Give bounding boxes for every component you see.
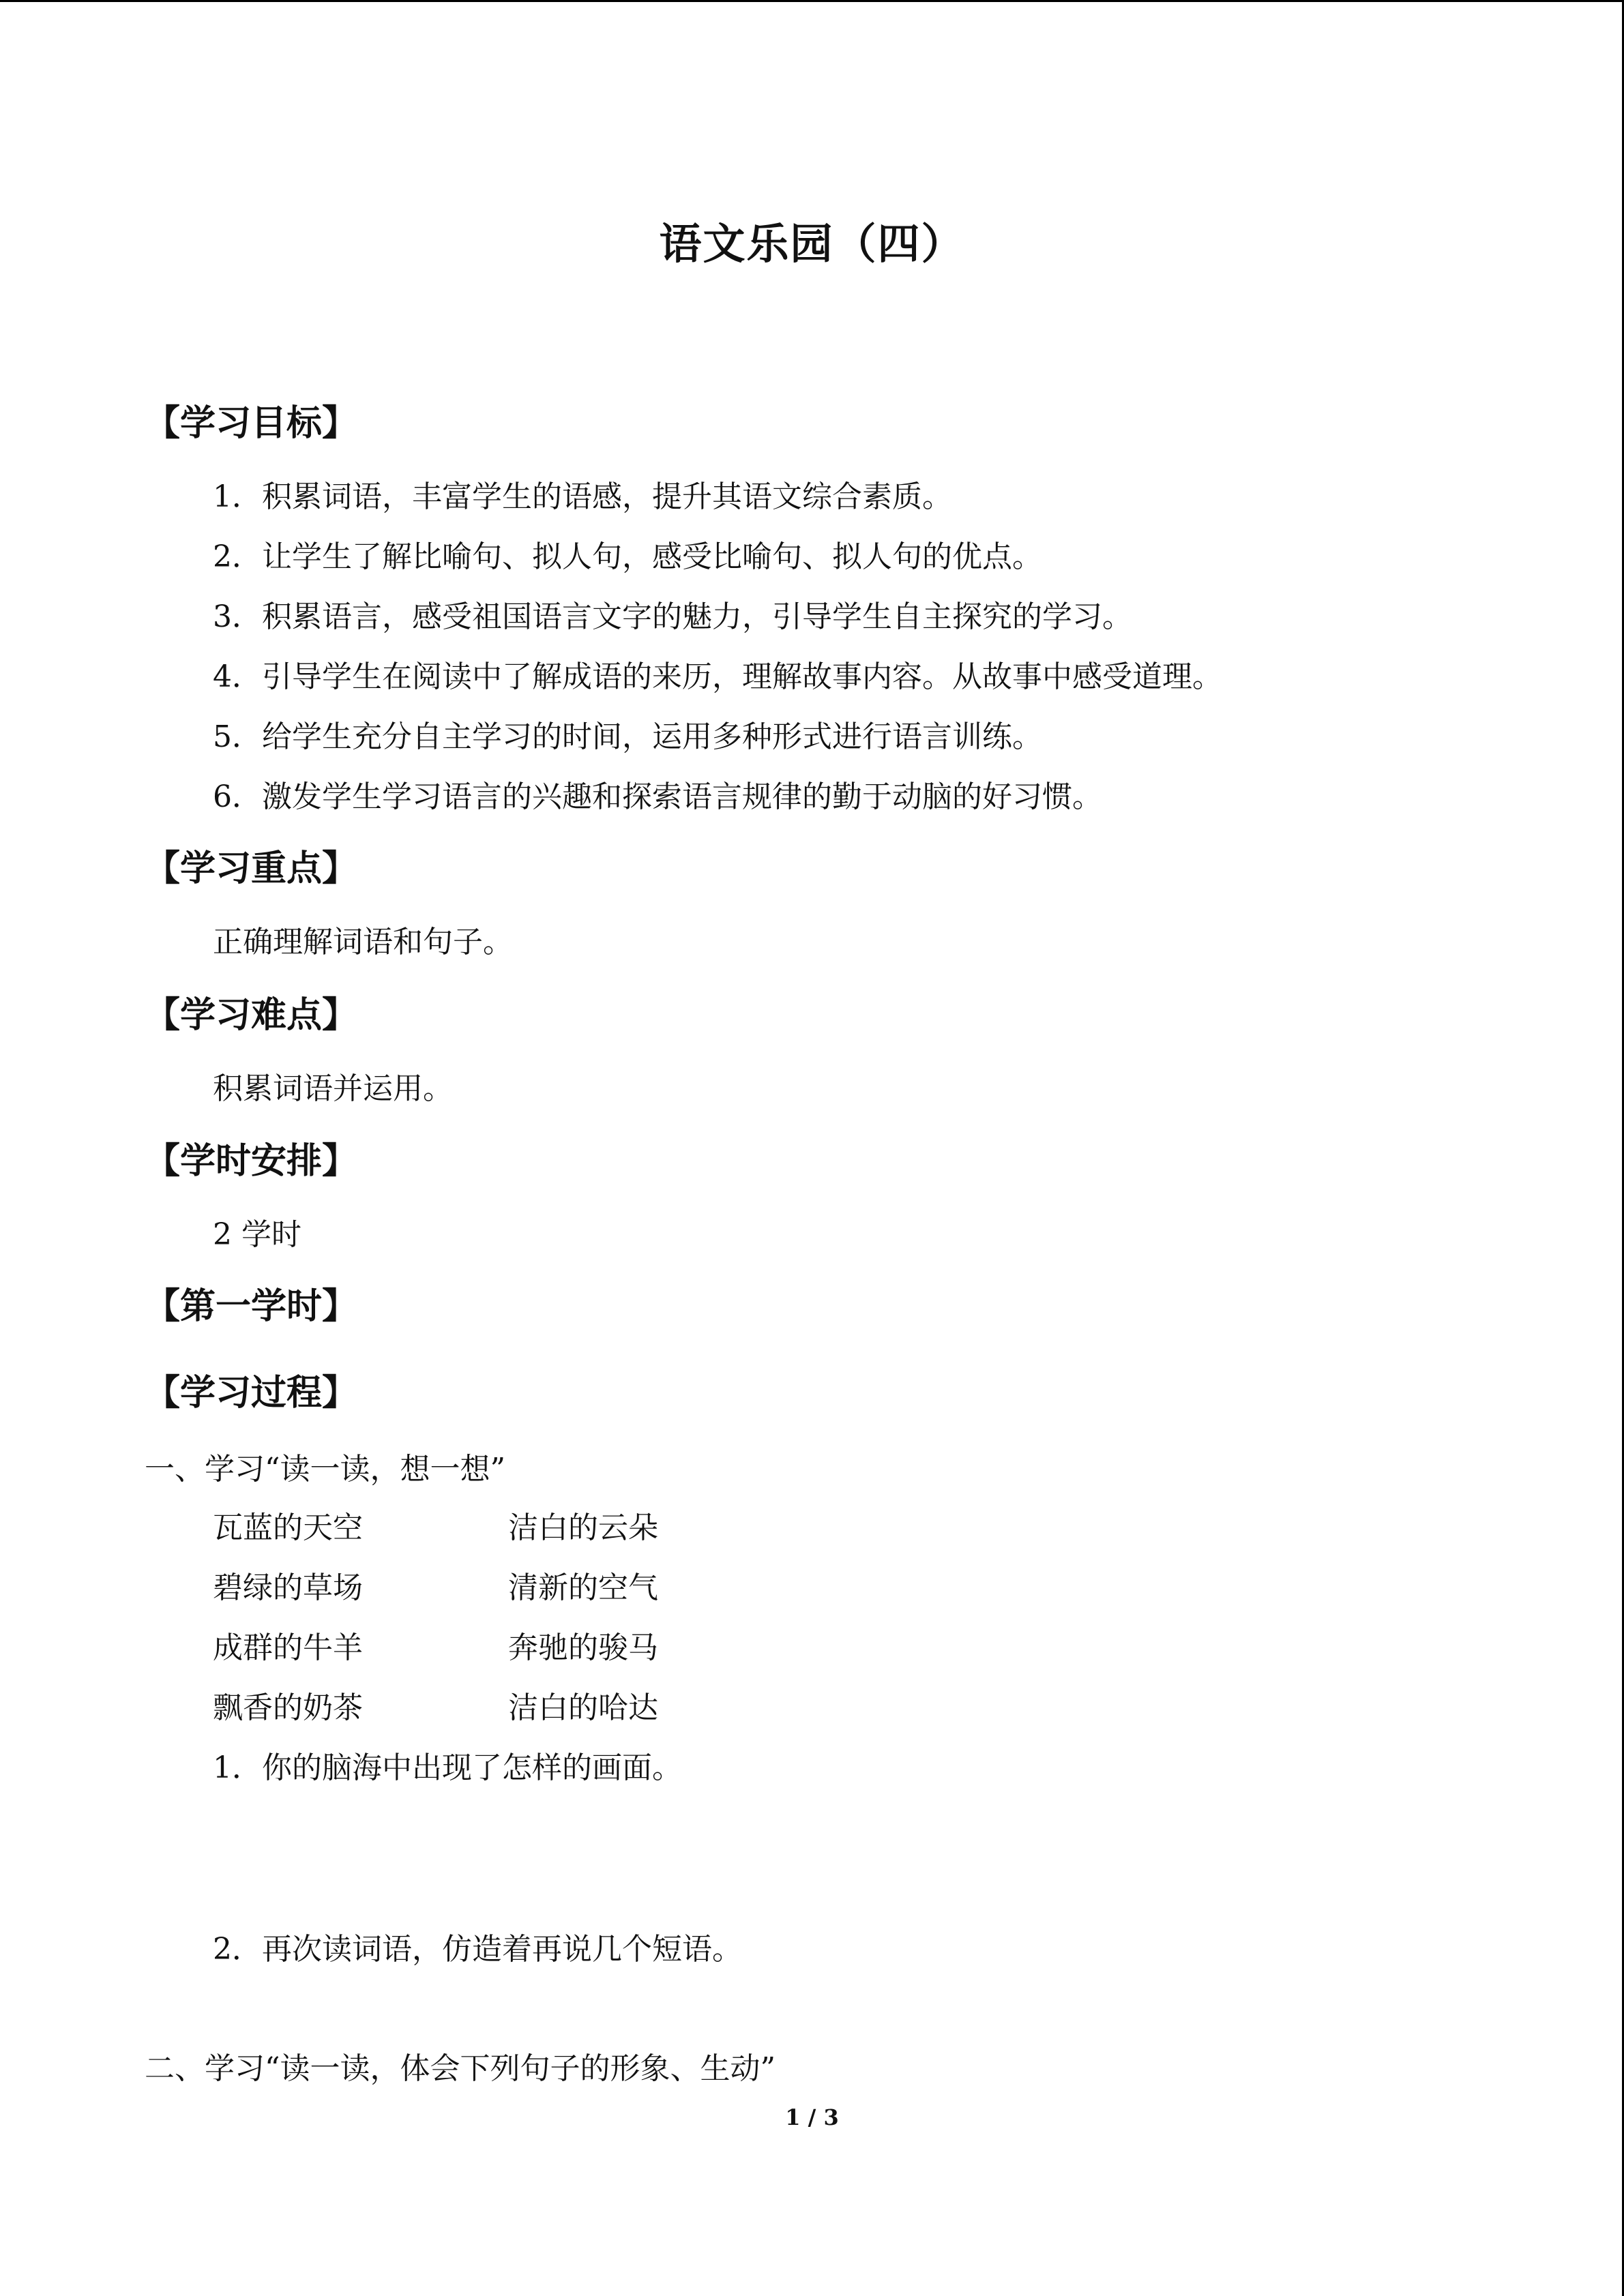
word-pair-4-left: 飘香的奶茶 (213, 1690, 363, 1725)
word-pair-2-left: 碧绿的草场 (213, 1570, 363, 1605)
objective-item-1: 1．积累词语，丰富学生的语感，提升其语文综合素质。 (213, 479, 952, 514)
key-points-text: 正确理解词语和句子。 (213, 925, 513, 959)
word-pair-4-right: 洁白的哈达 (508, 1690, 658, 1725)
page-title: 语文乐园（四） (659, 219, 965, 269)
word-pair-2-right: 清新的空气 (508, 1570, 658, 1605)
objective-item-2: 2．让学生了解比喻句、拟人句，感受比喻句、拟人句的优点。 (213, 539, 1042, 574)
word-pair-3-left: 成群的牛羊 (213, 1630, 363, 1665)
key-points-heading: 【学习重点】 (145, 848, 358, 889)
word-pair-1-right: 洁白的云朵 (508, 1510, 658, 1545)
process-heading: 【学习过程】 (145, 1373, 358, 1414)
objective-item-6: 6．激发学生学习语言的兴趣和探索语言规律的勤于动脑的好习惯。 (213, 779, 1102, 814)
part-one-title: 一、学习“读一读，想一想” (145, 1452, 505, 1487)
first-period-heading: 【第一学时】 (145, 1286, 358, 1327)
schedule-heading: 【学时安排】 (145, 1141, 358, 1182)
page-number: 1 / 3 (785, 2104, 839, 2130)
question-1: 1．你的脑海中出现了怎样的画面。 (213, 1750, 682, 1785)
objectives-heading: 【学习目标】 (145, 403, 358, 444)
schedule-text: 2 学时 (213, 1217, 301, 1252)
word-pair-3-right: 奔驰的骏马 (508, 1630, 658, 1665)
objective-item-4: 4．引导学生在阅读中了解成语的来历，理解故事内容。从故事中感受道理。 (213, 659, 1222, 694)
objective-item-5: 5．给学生充分自主学习的时间，运用多种形式进行语言训练。 (213, 719, 1042, 754)
objective-item-3: 3．积累语言，感受祖国语言文字的魅力，引导学生自主探究的学习。 (213, 599, 1132, 634)
question-2: 2．再次读词语，仿造着再说几个短语。 (213, 1932, 742, 1967)
word-pair-1-left: 瓦蓝的天空 (213, 1510, 363, 1545)
difficulty-heading: 【学习难点】 (145, 995, 358, 1036)
part-two-title: 二、学习“读一读，体会下列句子的形象、生动” (145, 2051, 776, 2086)
difficulty-text: 积累词语并运用。 (213, 1071, 453, 1106)
